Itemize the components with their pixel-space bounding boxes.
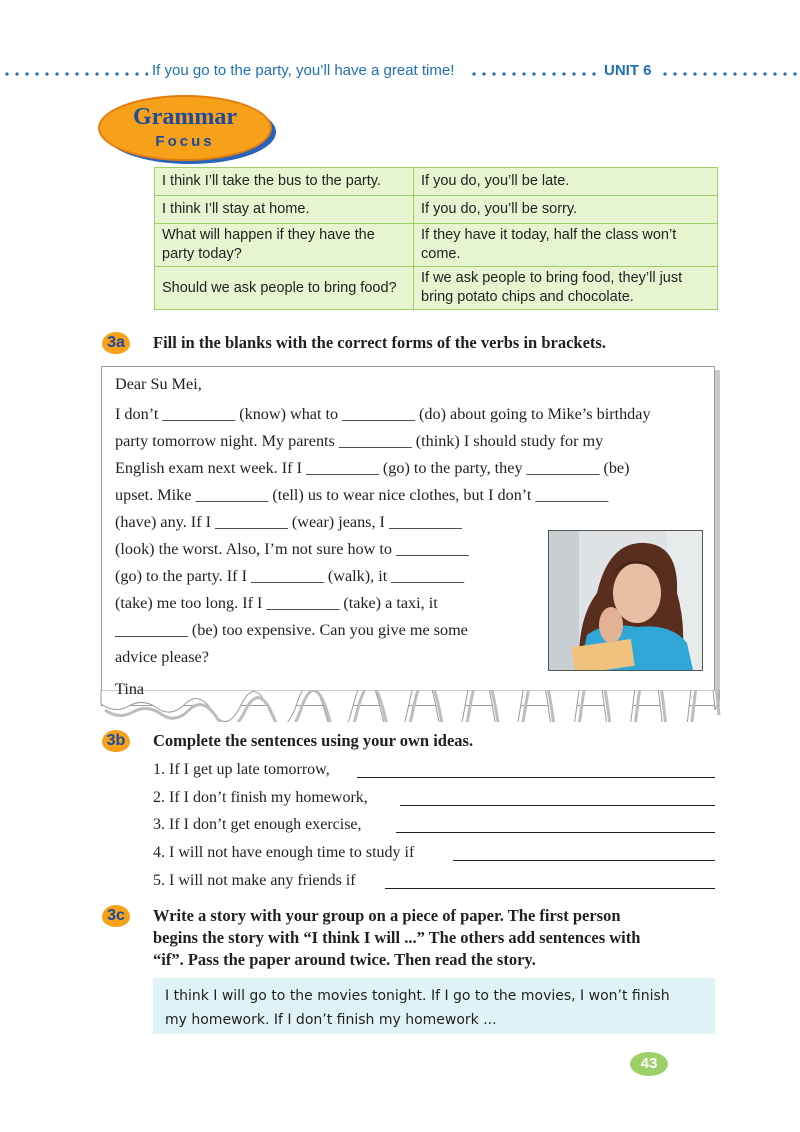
answer-line-input[interactable]: [453, 860, 715, 861]
letter-line: [115, 404, 651, 424]
exercise-3c-instruction-line-3: “if”. Pass the paper around twice. Then read the story.: [153, 950, 536, 969]
grammar-table-cell-line: bring potato chips and chocolate.: [421, 289, 634, 305]
exercise-3c-instruction-line-2: begins the story with “I think I will ...” The others add sentences with: [153, 928, 641, 947]
letter-text: (take) a taxi, it: [343, 594, 438, 612]
header-dots-middle: [469, 72, 601, 76]
letter-text: (wear) jeans, I: [291, 513, 389, 531]
exercise-3b-item: 2. If I don’t finish my homework,: [153, 789, 368, 806]
grammar-table-cell-left: [155, 224, 414, 267]
grammar-table-cell-left: [155, 168, 414, 196]
exercise-3b-item: 4. I will not have enough time to study if: [153, 844, 415, 861]
blank-answer-field[interactable]: _________: [396, 540, 469, 558]
grammar-table-cell-line: Should we ask people to bring food?: [162, 279, 397, 296]
letter-text: (be): [603, 459, 630, 477]
exercise-3b-instruction: Complete the sentences using your own ideas.: [153, 731, 474, 750]
letter-text: (look) the worst. Also, I’m not sure how to: [115, 540, 397, 558]
grammar-table-cell-line: I think I’ll stay at home.: [162, 201, 310, 217]
blank-answer-field[interactable]: _________: [266, 594, 340, 612]
letter-line: [115, 593, 438, 613]
grammar-table-cell-right: [414, 196, 718, 224]
exercise-3c-instruction-line-1: Write a story with your group on a piece of paper. The first person: [153, 906, 621, 925]
letter-text: I don’t: [115, 405, 163, 423]
letter-line: [115, 539, 469, 559]
girl-photo: [548, 530, 703, 671]
letter-signature: Tina: [115, 680, 145, 698]
story-example-line-2: my homework. If I don’t finish my homework ...: [165, 1012, 497, 1028]
blank-answer-field[interactable]: _________: [162, 405, 236, 423]
letter-line: [115, 647, 209, 667]
answer-line-input[interactable]: [396, 832, 715, 833]
grammar-focus-title: Grammar: [133, 104, 237, 130]
blank-answer-field[interactable]: _________: [535, 486, 609, 504]
letter-line: [115, 458, 630, 478]
letter-line: [115, 620, 468, 640]
letter-text: (go) to the party, they: [382, 459, 527, 477]
letter-greeting: Dear Su Mei,: [115, 375, 202, 393]
torn-paper-edge: [95, 690, 725, 722]
letter-text: advice please?: [115, 648, 209, 666]
exercise-3b-badge: 3b: [102, 730, 130, 752]
blank-answer-field[interactable]: _________: [215, 513, 288, 531]
letter-text: (know) what to: [239, 405, 343, 423]
story-example-line-1: I think I will go to the movies tonight. If I go to the movies, I won’t finish: [165, 988, 670, 1004]
letter-text: English exam next week. If I: [115, 459, 307, 477]
letter-line: [115, 512, 462, 532]
exercise-3a-instruction: Fill in the blanks with the correct forms of the verbs in brackets.: [153, 333, 606, 352]
letter-text: (tell) us to wear nice clothes, but I don’t: [272, 486, 536, 504]
grammar-table-cell-line: If you do, you’ll be sorry.: [421, 201, 578, 217]
grammar-focus-subtitle: Focus: [155, 133, 215, 150]
grammar-table-row: [155, 224, 718, 267]
grammar-table-cell-line: If they have it today, half the class won’t: [421, 227, 677, 243]
grammar-table-row: [155, 267, 718, 310]
blank-answer-field[interactable]: _________: [338, 432, 412, 450]
exercise-3b-item: 1. If I get up late tomorrow,: [153, 761, 330, 778]
letter-text: (go) to the party. If I: [115, 567, 252, 585]
grammar-focus-table: [154, 167, 718, 310]
grammar-table-row: [155, 196, 718, 224]
header-dots-left: [2, 72, 148, 76]
letter-text: upset. Mike: [115, 486, 196, 504]
blank-answer-field[interactable]: _________: [115, 621, 188, 639]
grammar-table-cell-right: [414, 267, 718, 310]
letter-text: (be) too expensive. Can you give me some: [191, 621, 468, 639]
grammar-table-cell-left: [155, 267, 414, 310]
exercise-3b-item: 3. If I don’t get enough exercise,: [153, 816, 362, 833]
letter-text: (do) about going to Mike’s birthday: [419, 405, 651, 423]
grammar-table-row: [155, 168, 718, 196]
letter-text: (take) me too long. If I: [115, 594, 267, 612]
exercise-3c-badge: 3c: [102, 905, 130, 927]
letter-line: [115, 431, 603, 451]
letter-text: (think) I should study for my: [415, 432, 604, 450]
grammar-table-cell-left: [155, 196, 414, 224]
grammar-table-cell-line: come.: [421, 246, 461, 262]
answer-line-input[interactable]: [385, 888, 715, 889]
letter-text: (have) any. If I: [115, 513, 216, 531]
unit-label: UNIT 6: [604, 62, 652, 79]
blank-answer-field[interactable]: _________: [526, 459, 600, 477]
grammar-table-cell-right: [414, 168, 718, 196]
grammar-table-cell-line: If you do, you’ll be late.: [421, 173, 570, 189]
grammar-table-cell-line: If we ask people to bring food, they’ll just: [421, 270, 683, 286]
answer-line-input[interactable]: [400, 805, 715, 806]
exercise-3a-badge: 3a: [102, 332, 130, 354]
blank-answer-field[interactable]: _________: [251, 567, 324, 585]
letter-text: (walk), it: [327, 567, 392, 585]
answer-line-input[interactable]: [357, 777, 715, 778]
blank-answer-field[interactable]: _________: [306, 459, 379, 477]
blank-answer-field[interactable]: _________: [195, 486, 269, 504]
grammar-table-cell-line: What will happen if they have the: [162, 227, 375, 243]
blank-answer-field[interactable]: _________: [342, 405, 416, 423]
header-dots-right: [660, 72, 800, 76]
blank-answer-field[interactable]: _________: [389, 513, 462, 531]
grammar-table-cell-line: I think I’ll take the bus to the party.: [162, 173, 381, 189]
letter-line: [115, 566, 464, 586]
grammar-table-cell-line: party today?: [162, 246, 242, 262]
letter-line: [115, 485, 608, 505]
letter-text: party tomorrow night. My parents: [115, 432, 339, 450]
exercise-3b-item: 5. I will not make any friends if: [153, 872, 356, 889]
grammar-table-cell-right: [414, 224, 718, 267]
page-number: 43: [630, 1052, 668, 1076]
header-title: If you go to the party, you’ll have a great time!: [152, 62, 455, 79]
blank-answer-field[interactable]: _________: [391, 567, 465, 585]
